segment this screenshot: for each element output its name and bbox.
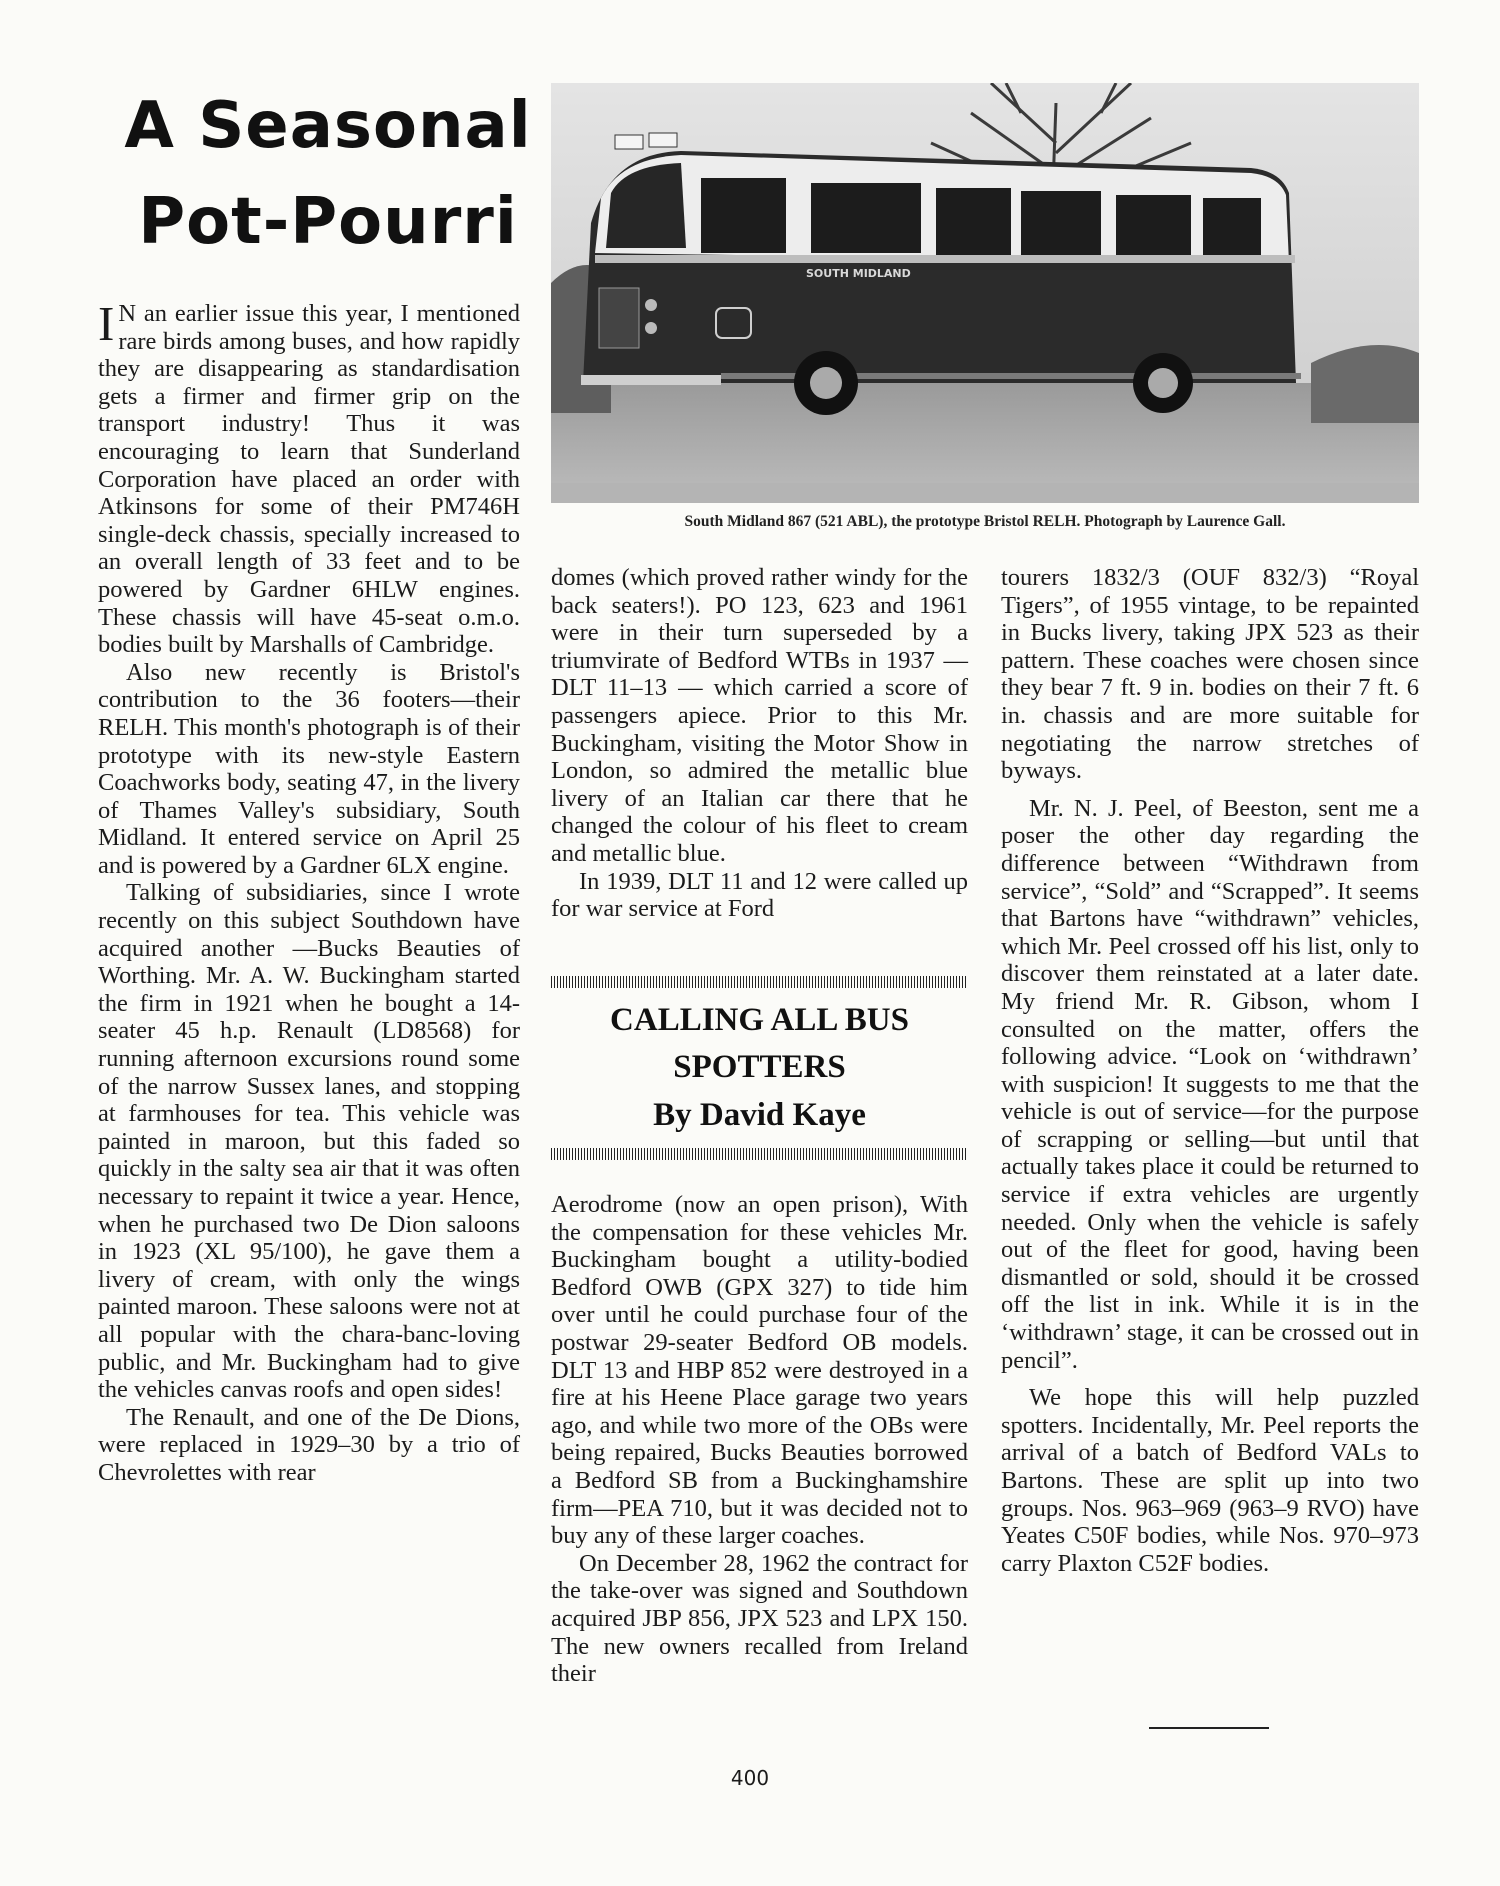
paragraph: domes (which proved rather windy for the back seaters!). PO 123, 623 and 1961 were in their turn superseded by a triumvirate of Bedford WTBs in 1937 — DLT 11–13 — which carried a score of passengers apiece. Prior to this Mr. Buckingham, visiting the Motor Show in London, so admired the metallic blue livery of an Italian car there that he changed the colour of his fleet to cream and metallic blue. [551,564,968,867]
hatched-rule-top [551,976,968,988]
byline: By David Kaye [653,1097,866,1133]
bus-lettering: SOUTH MIDLAND [806,267,911,280]
paragraph: We hope this will help puzzled spotters. Incidentally, Mr. Peel reports the arrival of a batch of Bedford VALs to Bartons. These are split up into two groups. Nos. 963–969 (963–9 RVO) have Yeates C50F bodies, while Nos. 970–973 carry Plaxton C52F bodies. [1001,1384,1419,1577]
column-2 [551,564,968,923]
bus-photo [551,83,1419,503]
page-number: 400 [730,1766,770,1790]
end-rule [1149,1727,1269,1729]
paragraph: Talking of subsidiaries, since I wrote recently on this subject Southdown have acquired another —Bucks Beauties of Worthing. Mr. A. W. Buckingham started the firm in 1921 when he bought a 14-seater 45 h.p. Renault (LD8568) for running afternoon excursions round some of the narrow Sussex lanes, and stopping at farmhouses for tea. This vehicle was painted in maroon, but this faded so quickly in the salty sea air that it was often necessary to repaint it twice a year. Hence, when he purchased two De Dion saloons in 1923 (XL 95/100), he gave them a livery of cream, with only the wings painted maroon. These saloons were not at all popular with the chara-banc-loving public, and Mr. Buckingham had to give the vehicles canvas roofs and open sides! [98,879,520,1404]
column-1 [98,296,520,1487]
paragraph: tourers 1832/3 (OUF 832/3) “Royal Tigers”, of 1955 vintage, to be repainted in Bucks livery, taking JPX 523 as their pattern. These coaches were chosen since they bear 7 ft. 9 in. bodies on their 7 ft. 6 in. chassis and are more suitable for negotiating the narrow stretches of byways. [1001,564,1419,785]
column-3 [1001,564,1419,1577]
photo-caption: South Midland 867 (521 ABL), the prototype Bristol RELH. Photograph by Laurence Gall. [684,513,1286,530]
hatched-rule-bottom [551,1148,968,1160]
section-heading-line2: SPOTTERS [673,1049,846,1085]
paragraph: On December 28, 1962 the contract for the take-over was signed and Southdown acquired JBP 856, JPX 523 and LPX 150. The new owners recalled from Ireland their [551,1549,968,1688]
paragraph: In 1939, DLT 11 and 12 were called up for war service at Ford [551,867,968,923]
section-heading-line1: CALLING ALL BUS [610,1002,909,1038]
column-2-continued [551,1191,968,1688]
paragraph: Mr. N. J. Peel, of Beeston, sent me a poser the other day regarding the difference between “Withdrawn from service”, “Sold” and “Scrapped”. It seems that Bartons have “withdrawn” vehicles, which Mr. Peel crossed off his list, only to discover them reinstated at a later date. My friend Mr. R. Gibson, whom I consulted on the matter, offers the following advice. “Look on ‘withdrawn’ with suspicion! It suggests to me that the vehicle is out of service—for the purpose of scrapping or selling—but until that actually takes place it could be returned to service if extra vehicles are urgently needed. Only when the vehicle is safely out of the fleet for good, having been dismantled or sold, should it be crossed off the list in ink. While it is in the ‘withdrawn’ stage, it can be crossed out in pencil”. [1001,794,1419,1374]
article-title: A Seasonal Pot-Pourri [124,89,532,259]
paragraph: Also new recently is Bristol's contribution to the 36 footers—their RELH. This month's photograph is of their prototype with its new-style Eastern Coachworks body, seating 47, in the livery of Thames Valley's subsidiary, South Midland. It entered service on April 25 and is powered by a Gardner 6LX engine. [98,658,520,879]
paragraph: The Renault, and one of the De Dions, were replaced in 1929–30 by a trio of Chevrolettes with rear [98,1403,520,1486]
drop-cap: I [98,296,115,351]
paragraph: Aerodrome (now an open prison), With the compensation for these vehicles Mr. Buckingham bought a utility-bodied Bedford OWB (GPX 327) to tide him over until he could purchase four of the postwar 29-seater Bedford OB models. DLT 13 and HBP 852 were destroyed in a fire at his Heene Place garage two years ago, and while two more of the OBs were being repaired, Bucks Beauties borrowed a Bedford SB from a Buckinghamshire firm—PEA 710, but it was decided not to buy any of these larger coaches. [551,1191,968,1550]
paragraph: I N an earlier issue this year, I mentioned rare birds among buses, and how rapidly they are disappearing as standardisation gets a firmer and firmer grip on the transport industry! Thus it was encouraging to learn that Sunderland Corporation have placed an order with Atkinsons for some of their PM746H single-deck chassis, specially increased to an overall length of 33 feet and to be powered by Gardner 6HLW engines. These chassis will have 45-seat o.m.o. bodies built by Marshalls of Cambridge. [98,296,520,659]
